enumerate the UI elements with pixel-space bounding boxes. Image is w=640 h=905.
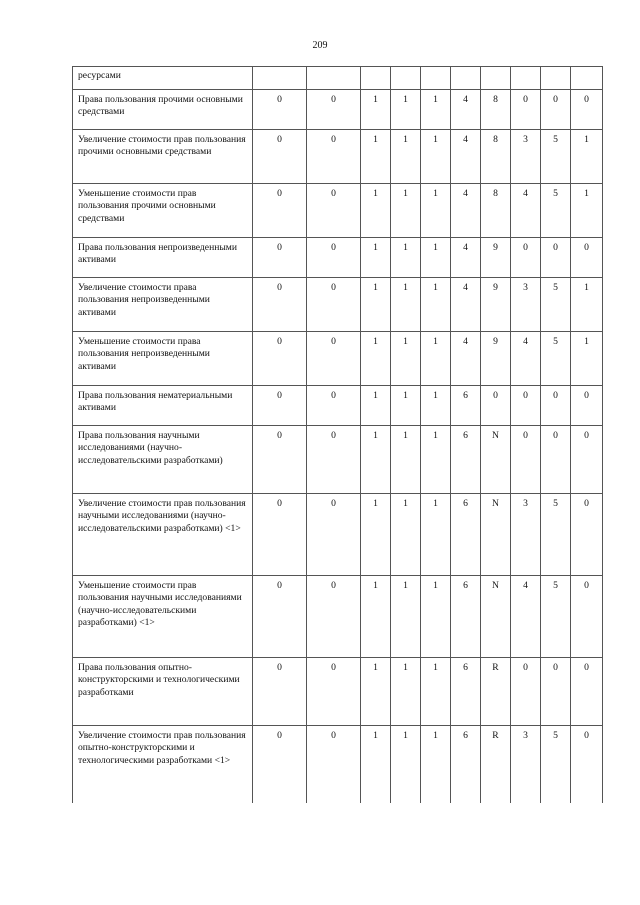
account-name-cell: Уменьшение стоимости права пользования непроизведенными активами [73, 332, 253, 386]
code-digit-cell: 0 [571, 238, 603, 278]
table-row [73, 278, 603, 332]
code-digit-cell: 1 [361, 576, 391, 658]
code-digit-cell: 1 [361, 332, 391, 386]
code-digit-cell: 8 [481, 184, 511, 238]
table-body [73, 67, 603, 803]
code-digit-cell: 1 [391, 278, 421, 332]
table-row [73, 658, 603, 726]
code-digit-cell: 1 [361, 130, 391, 184]
code-digit-cell: 9 [481, 278, 511, 332]
code-digit-cell: 1 [361, 184, 391, 238]
code-digit-cell: 5 [541, 576, 571, 658]
code-digit-cell: 0 [571, 426, 603, 494]
code-digit-cell [391, 67, 421, 90]
code-digit-cell: 0 [307, 238, 361, 278]
table-row [73, 426, 603, 494]
code-digit-cell: N [481, 494, 511, 576]
code-digit-cell: 0 [511, 426, 541, 494]
account-name-cell: Права пользования нематериальными активами [73, 386, 253, 426]
code-digit-cell: 0 [571, 386, 603, 426]
code-digit-cell: 1 [421, 658, 451, 726]
code-digit-cell: 1 [391, 576, 421, 658]
code-digit-cell: 1 [571, 278, 603, 332]
table-row [73, 67, 603, 90]
code-digit-cell [307, 67, 361, 90]
code-digit-cell: 5 [541, 278, 571, 332]
code-digit-cell: 1 [421, 184, 451, 238]
code-digit-cell: 3 [511, 130, 541, 184]
code-digit-cell: 5 [541, 332, 571, 386]
code-digit-cell: 1 [361, 90, 391, 130]
code-digit-cell: 1 [421, 278, 451, 332]
code-digit-cell: 0 [511, 386, 541, 426]
code-digit-cell [511, 67, 541, 90]
code-digit-cell: 4 [451, 278, 481, 332]
code-digit-cell: 1 [421, 238, 451, 278]
code-digit-cell: 1 [361, 494, 391, 576]
code-digit-cell: 0 [307, 494, 361, 576]
code-digit-cell: 0 [253, 726, 307, 803]
code-digit-cell: 0 [571, 90, 603, 130]
code-digit-cell: 1 [391, 238, 421, 278]
code-digit-cell: 0 [511, 238, 541, 278]
code-digit-cell: 0 [571, 494, 603, 576]
code-digit-cell: 1 [391, 332, 421, 386]
code-digit-cell: 0 [307, 278, 361, 332]
code-digit-cell: 0 [541, 238, 571, 278]
code-digit-cell: 4 [511, 576, 541, 658]
table-row [73, 332, 603, 386]
code-digit-cell: 1 [421, 576, 451, 658]
code-digit-cell: 1 [361, 238, 391, 278]
code-digit-cell: 1 [571, 332, 603, 386]
code-digit-cell: 0 [307, 184, 361, 238]
code-digit-cell: 0 [307, 726, 361, 803]
account-name-cell: Уменьшение стоимости прав пользования прочими основными средствами [73, 184, 253, 238]
code-digit-cell: 0 [541, 386, 571, 426]
code-digit-cell: 0 [511, 90, 541, 130]
code-digit-cell: 0 [541, 90, 571, 130]
code-digit-cell: 1 [421, 130, 451, 184]
code-digit-cell [541, 67, 571, 90]
code-digit-cell: R [481, 658, 511, 726]
table-row [73, 386, 603, 426]
table-row [73, 130, 603, 184]
code-digit-cell: 0 [571, 576, 603, 658]
code-digit-cell: 0 [571, 726, 603, 803]
code-digit-cell: 0 [307, 426, 361, 494]
code-digit-cell: 1 [361, 278, 391, 332]
code-digit-cell: 1 [391, 426, 421, 494]
code-digit-cell [451, 67, 481, 90]
code-digit-cell: 9 [481, 238, 511, 278]
code-digit-cell: 0 [253, 576, 307, 658]
code-digit-cell: 0 [253, 184, 307, 238]
code-digit-cell: 5 [541, 494, 571, 576]
account-name-cell: Права пользования непроизведенными активами [73, 238, 253, 278]
code-digit-cell: 8 [481, 130, 511, 184]
account-codes-table [72, 66, 603, 803]
account-name-cell: Увеличение стоимости прав пользования научными исследованиями (научно-исследовательскими разработками) <1> [73, 494, 253, 576]
code-digit-cell [571, 67, 603, 90]
code-digit-cell: 0 [541, 658, 571, 726]
code-digit-cell: 0 [253, 238, 307, 278]
code-digit-cell: 1 [361, 386, 391, 426]
code-digit-cell: 1 [391, 658, 421, 726]
code-digit-cell: R [481, 726, 511, 803]
code-digit-cell: 1 [421, 726, 451, 803]
code-digit-cell: 4 [511, 332, 541, 386]
code-digit-cell: 0 [253, 494, 307, 576]
code-digit-cell: 0 [253, 426, 307, 494]
code-digit-cell: 6 [451, 576, 481, 658]
table-row [73, 726, 603, 803]
code-digit-cell [421, 67, 451, 90]
code-digit-cell: 6 [451, 658, 481, 726]
code-digit-cell: N [481, 576, 511, 658]
code-digit-cell: 0 [307, 332, 361, 386]
code-digit-cell: 3 [511, 494, 541, 576]
code-digit-cell: 1 [421, 494, 451, 576]
account-name-cell: Права пользования прочими основными средствами [73, 90, 253, 130]
code-digit-cell: 1 [391, 130, 421, 184]
code-digit-cell: 6 [451, 726, 481, 803]
account-name-cell: Права пользования опытно-конструкторскими и технологическими разработками [73, 658, 253, 726]
code-digit-cell: 1 [361, 426, 391, 494]
code-digit-cell: 6 [451, 386, 481, 426]
table-row [73, 576, 603, 658]
code-digit-cell: N [481, 426, 511, 494]
code-digit-cell: 0 [253, 90, 307, 130]
code-digit-cell: 0 [307, 658, 361, 726]
code-digit-cell: 1 [421, 332, 451, 386]
table-row [73, 90, 603, 130]
code-digit-cell: 8 [481, 90, 511, 130]
code-digit-cell: 1 [391, 184, 421, 238]
account-name-cell: Увеличение стоимости прав пользования опытно-конструкторскими и технологическими разработками <1> [73, 726, 253, 803]
table-row [73, 494, 603, 576]
code-digit-cell: 0 [481, 386, 511, 426]
code-digit-cell: 0 [571, 658, 603, 726]
code-digit-cell: 1 [391, 494, 421, 576]
account-name-cell: ресурсами [73, 67, 253, 90]
code-digit-cell: 0 [253, 658, 307, 726]
code-digit-cell: 6 [451, 426, 481, 494]
code-digit-cell: 1 [421, 426, 451, 494]
code-digit-cell: 1 [421, 90, 451, 130]
code-digit-cell: 0 [253, 130, 307, 184]
code-digit-cell: 0 [253, 332, 307, 386]
code-digit-cell: 4 [451, 332, 481, 386]
code-digit-cell: 0 [541, 426, 571, 494]
code-digit-cell: 0 [307, 90, 361, 130]
code-digit-cell: 0 [307, 130, 361, 184]
code-digit-cell: 5 [541, 130, 571, 184]
account-name-cell: Права пользования научными исследованиями (научно-исследовательскими разработками) [73, 426, 253, 494]
code-digit-cell: 4 [451, 184, 481, 238]
account-name-cell: Уменьшение стоимости прав пользования научными исследованиями (научно-исследовательскими разработками) <1> [73, 576, 253, 658]
code-digit-cell: 5 [541, 726, 571, 803]
code-digit-cell: 1 [361, 658, 391, 726]
account-name-cell: Увеличение стоимости права пользования непроизведенными активами [73, 278, 253, 332]
table-row [73, 238, 603, 278]
code-digit-cell: 4 [451, 130, 481, 184]
code-digit-cell: 3 [511, 278, 541, 332]
code-digit-cell: 1 [571, 184, 603, 238]
account-name-cell: Увеличение стоимости прав пользования прочими основными средствами [73, 130, 253, 184]
code-digit-cell: 1 [361, 726, 391, 803]
code-digit-cell: 6 [451, 494, 481, 576]
code-digit-cell: 0 [253, 278, 307, 332]
code-digit-cell: 1 [391, 90, 421, 130]
code-digit-cell: 5 [541, 184, 571, 238]
code-digit-cell: 0 [511, 658, 541, 726]
code-digit-cell: 4 [451, 238, 481, 278]
table-row [73, 184, 603, 238]
code-digit-cell: 1 [391, 726, 421, 803]
code-digit-cell: 0 [307, 576, 361, 658]
code-digit-cell [361, 67, 391, 90]
code-digit-cell: 0 [253, 386, 307, 426]
code-digit-cell: 3 [511, 726, 541, 803]
page-number: 209 [312, 40, 328, 51]
code-digit-cell: 4 [451, 90, 481, 130]
code-digit-cell [481, 67, 511, 90]
code-digit-cell: 9 [481, 332, 511, 386]
code-digit-cell: 1 [571, 130, 603, 184]
code-digit-cell: 0 [307, 386, 361, 426]
code-digit-cell: 1 [391, 386, 421, 426]
code-digit-cell [253, 67, 307, 90]
code-digit-cell: 1 [421, 386, 451, 426]
code-digit-cell: 4 [511, 184, 541, 238]
